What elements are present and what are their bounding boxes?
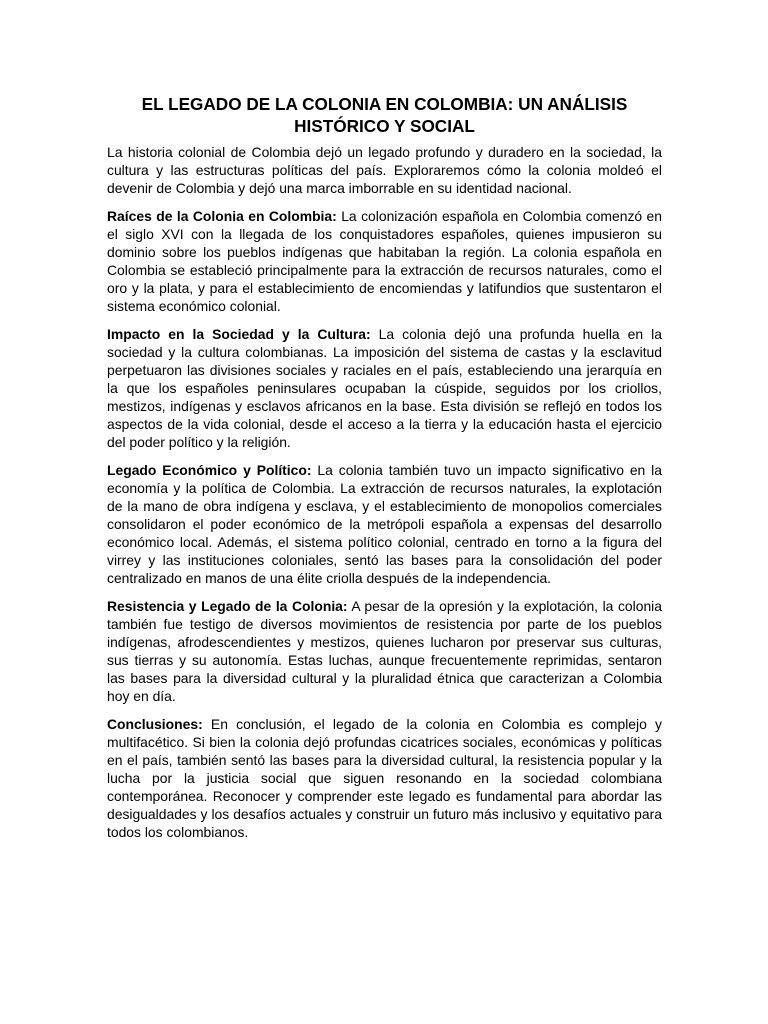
section-heading: Conclusiones: xyxy=(107,716,203,732)
section-roots xyxy=(107,207,662,315)
section-resistance xyxy=(107,597,662,705)
section-text: La colonización española en Colombia comenzó en el siglo XVI con la llegada de los conquistadores españoles, quienes impusieron su dominio sobre los pueblos indígenas que habitaban la región. La colonia española en Colombia se estableció principalmente para la extracción de recursos naturales, como el oro y la plata, y para el establecimiento de encomiendas y latifundios que sustentaron el sistema económico colonial. xyxy=(107,208,662,314)
section-text: La colonia también tuvo un impacto significativo en la economía y la política de Colombia. La extracción de recursos naturales, la explotación de la mano de obra indígena y esclava, y el establecimiento de monopolios comerciales consolidaron el poder económico de la metrópoli española a expensas del desarrollo económico local. Además, el sistema político colonial, centrado en torno a la figura del virrey y las instituciones coloniales, sentó las bases para la consolidación del poder centralizado en manos de una élite criolla después de la independencia. xyxy=(107,462,662,586)
document-title: EL LEGADO DE LA COLONIA EN COLOMBIA: UN ANÁLISIS HISTÓRICO Y SOCIAL xyxy=(141,94,628,136)
section-conclusions xyxy=(107,715,662,841)
document-page xyxy=(107,93,662,851)
section-heading: Resistencia y Legado de la Colonia: xyxy=(107,598,348,614)
section-heading: Legado Económico y Político: xyxy=(107,462,312,478)
intro-paragraph: La historia colonial de Colombia dejó un legado profundo y duradero en la sociedad, la cultura y las estructuras políticas del país. Exploraremos cómo la colonia moldeó el devenir de Colombia y dejó una marca imborrable en su identidad nacional. xyxy=(107,144,662,196)
section-text: La colonia dejó una profunda huella en la sociedad y la cultura colombianas. La imposición del sistema de castas y la esclavitud perpetuaron las divisiones sociales y raciales en el país, estableciendo una jerarquía en la que los españoles peninsulares ocupaban la cúspide, seguidos por los criollos, mestizos, indígenas y esclavos africanos en la base. Esta división se reflejó en todos los aspectos de la vida colonial, desde el acceso a la tierra y la educación hasta el ejercicio del poder político y la religión. xyxy=(107,326,662,450)
section-heading: Impacto en la Sociedad y la Cultura: xyxy=(107,326,371,342)
section-heading: Raíces de la Colonia en Colombia: xyxy=(107,208,337,224)
section-text: En conclusión, el legado de la colonia en Colombia es complejo y multifacético. Si bien la colonia dejó profundas cicatrices sociales, económicas y políticas en el país, también sentó las bases para la diversidad cultural, la resistencia popular y la lucha por la justicia social que siguen resonando en la sociedad colombiana contemporánea. Reconocer y comprender este legado es fundamental para abordar las desigualdades y los desafíos actuales y construir un futuro más inclusivo y equitativo para todos los colombianos. xyxy=(107,716,662,840)
section-text: A pesar de la opresión y la explotación, la colonia también fue testigo de diversos movimientos de resistencia por parte de los pueblos indígenas, afrodescendientes y mestizos, quienes lucharon por preservar sus culturas, sus tierras y su autonomía. Estas luchas, aunque frecuentemente reprimidas, sentaron las bases para la diversidad cultural y la pluralidad étnica que caracterizan a Colombia hoy en día. xyxy=(107,598,662,704)
section-society-culture xyxy=(107,325,662,451)
section-economic-political xyxy=(107,461,662,587)
